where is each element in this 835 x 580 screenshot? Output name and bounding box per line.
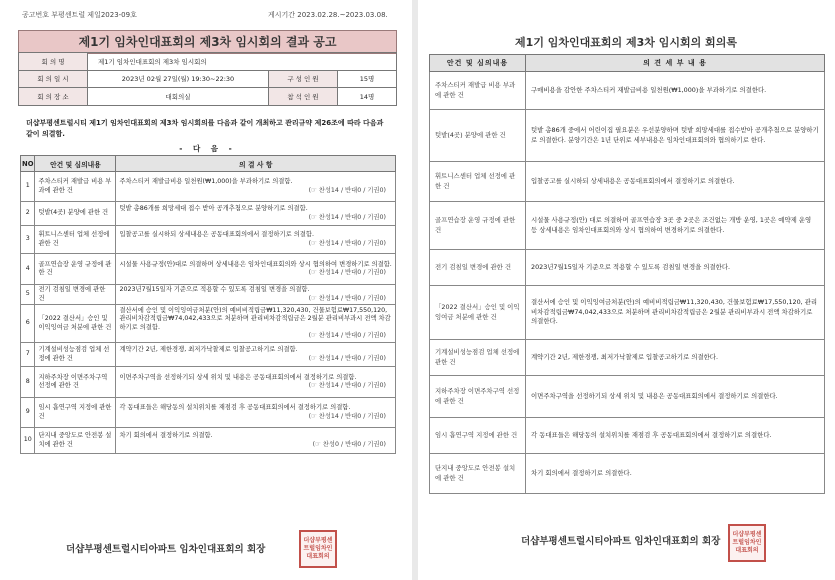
minutes-footer: 더샵부평센트럴시티아파트 임차인대표회의 회장 xyxy=(521,536,721,547)
vote-result: (☞ 찬성14 / 반대0 / 기권0) xyxy=(308,332,386,339)
agenda-item: 기계설비성능점검 업체 선정에 관한 건 xyxy=(35,343,116,367)
table-row xyxy=(21,428,396,454)
table-row xyxy=(21,172,396,202)
vote-result: (☞ 찬성14 / 반대0 / 기권0) xyxy=(308,186,386,194)
resolution-cell xyxy=(116,343,396,367)
detail-text: 2023년7월15일자 기준으로 적용할 수 있도록 검침일 변경을 의결한다. xyxy=(526,250,825,286)
col-no: NO xyxy=(21,156,35,172)
table-row xyxy=(21,254,396,285)
vote-result: (☞ 찬성0 / 반대0 / 기권0) xyxy=(312,440,386,448)
meeting-name-label: 회 의 명 xyxy=(19,53,88,71)
table-row xyxy=(430,72,825,110)
table-row xyxy=(21,343,396,367)
row-number: 8 xyxy=(21,367,35,398)
meeting-place-label: 회 의 장 소 xyxy=(19,88,88,106)
resolution-text: 주차스티커 재발급비용 일천원(₩1,000)을 부과하기로 의결함. xyxy=(119,178,293,185)
meeting-name: 제1기 임차인대표회의 제3차 임시회의 xyxy=(88,53,397,71)
resolution-cell xyxy=(116,254,396,285)
resolution-text: 시설물 사용규정(안)대로 의결하며 상세내용은 임차인대표회의와 상시 협의하여 변경하기로 의결함. xyxy=(119,260,392,268)
meeting-info-table xyxy=(18,52,397,106)
resolution-text: 2023년7월15일자 기준으로 적용할 수 있도록 검침일 변경을 의결함. xyxy=(119,286,310,293)
agenda-item: 전기 검침일 변경에 관한 건 xyxy=(35,285,116,305)
chairman-seal xyxy=(299,530,337,568)
notice-footer: 더샵부평센트럴시티아파트 임차인대표회의 회장 xyxy=(66,544,266,555)
resolution-text: 이면주차구역을 선정하기되 상세 위치 및 내용은 공동대표회의에서 결정하기로 의결함. xyxy=(119,373,357,381)
notice-page xyxy=(0,0,412,580)
agenda-item: 전기 검침일 변경에 관한 건 xyxy=(430,250,526,286)
row-number: 6 xyxy=(21,305,35,343)
detail-text: 계약기간 2년, 제한경쟁, 최저가낙찰제로 입찰공고하기로 의결한다. xyxy=(526,340,825,376)
row-number: 5 xyxy=(21,285,35,305)
agenda-item: 단지내 중앙도로 안전봉 설치에 관한 건 xyxy=(35,428,116,454)
posting-period: 게시기간 2023.02.28.~2023.03.08. xyxy=(268,11,388,19)
members-count: 15명 xyxy=(338,70,397,88)
table-row xyxy=(21,367,396,398)
table-row xyxy=(430,250,825,286)
vote-result: (☞ 찬성14 / 반대0 / 기권0) xyxy=(308,354,386,362)
table-row xyxy=(430,162,825,202)
minutes-page xyxy=(418,0,835,580)
resolution-cell xyxy=(116,398,396,428)
chairman-seal xyxy=(728,524,766,562)
detail-text: 텃밭 총86개 중에서 어린이집 필요분은 우선분양하며 텃밭 희망세대를 접수받아 공개추첨으로 분양하기로 의결한다. 분양기간은 1년 단위로 세부내용은 임차인대표회의와 협의하기로 한다. xyxy=(526,110,825,162)
agenda-item: 골프연습장 운영 규정에 관한 건 xyxy=(35,254,116,285)
agenda-item: 임시 흡연구역 지정에 관한 건 xyxy=(430,418,526,454)
table-row xyxy=(430,202,825,250)
agenda-item: 「2022 결산서」승인 및 이익잉여금 처분에 관한 건 xyxy=(430,286,526,340)
meeting-date: 2023년 02월 27일(월) 19:30~22:30 xyxy=(88,70,269,88)
vote-result: (☞ 찬성14 / 반대0 / 기권0) xyxy=(308,213,386,221)
resolution-text: 텃밭 총86개를 희망세대 접수 받아 공개추첨으로 분양하기로 의결함. xyxy=(119,205,308,212)
col-item: 안건 및 심의내용 xyxy=(35,156,116,172)
row-number: 2 xyxy=(21,202,35,226)
col-item: 안건 및 심의내용 xyxy=(430,55,526,72)
resolution-table xyxy=(20,155,396,454)
row-number: 1 xyxy=(21,172,35,202)
agenda-item: 골프연습장 운영 규정에 관한 건 xyxy=(430,202,526,250)
vote-result: (☞ 찬성14 / 반대0 / 기권0) xyxy=(308,239,386,247)
detail-text: 각 동대표들은 해당동의 설치위치를 재점검 후 공동대표회의에서 결정하기로 의결한다. xyxy=(526,418,825,454)
resolution-text: 계약기간 2년, 제한경쟁, 최저가낙찰제로 입찰공고하기로 의결함. xyxy=(119,346,298,353)
row-number: 7 xyxy=(21,343,35,367)
members-label: 구 성 인 원 xyxy=(269,70,338,88)
resolution-cell xyxy=(116,202,396,226)
detail-text: 시설물 사용규정(안) 대로 의결하며 골프연습장 3곳 중 2곳은 조건없는 개방 운영, 1곳은 예약제 운영 등 상세내용은 임차인대표회의와 상시 협의하여 변경하기로 의결한다. xyxy=(526,202,825,250)
agenda-item: 주차스티커 재발급 비용 부과에 관한 건 xyxy=(430,72,526,110)
agenda-item: 휘트니스센터 업체 선정에 관한 건 xyxy=(35,226,116,254)
agenda-item: 단지내 중앙도로 안전봉 설치에 관한 건 xyxy=(430,454,526,494)
vote-result: (☞ 찬성14 / 반대0 / 기권0) xyxy=(308,294,386,302)
row-number: 4 xyxy=(21,254,35,285)
agenda-item: 텃밭(4곳) 분양에 관한 건 xyxy=(430,110,526,162)
seal-text: 더샵부평센트럴임차인대표회의 xyxy=(303,537,333,560)
vote-result: (☞ 찬성14 / 반대0 / 기권0) xyxy=(308,412,386,420)
resolution-cell xyxy=(116,428,396,454)
row-number: 10 xyxy=(21,428,35,454)
detail-text: 구매비용을 감안한 주차스티커 재발급비용 일천원(₩1,000)을 부과하기로 의결한다. xyxy=(526,72,825,110)
agenda-item: 주차스티커 재발급 비용 부과에 관한 건 xyxy=(35,172,116,202)
agenda-item: 지하주차장 이면주차구역 선정에 관한 건 xyxy=(35,367,116,398)
detail-text: 이면주차구역을 선정하기되 상세 위치 및 내용은 공동대표회의에서 결정하기로 의결한다. xyxy=(526,376,825,418)
table-row xyxy=(21,226,396,254)
table-row xyxy=(430,340,825,376)
agenda-item: 휘트니스센터 업체 선정에 관한 건 xyxy=(430,162,526,202)
row-number: 9 xyxy=(21,398,35,428)
meeting-date-label: 회 의 일 시 xyxy=(19,70,88,88)
attendees-label: 참 석 인 원 xyxy=(269,88,338,106)
resolution-text: 각 동대표들은 해당동의 설치위치를 재점검 후 공동대표회의에서 결정하기로 의결함. xyxy=(119,404,351,411)
notice-number: 공고번호 부평센트럴 제일2023-09호 xyxy=(22,11,137,19)
da-eum-heading: - 다 음 - xyxy=(179,144,236,153)
resolution-cell xyxy=(116,226,396,254)
resolution-cell xyxy=(116,172,396,202)
table-row xyxy=(430,110,825,162)
notice-title: 제1기 임차인대표회의 제3차 임시회의 결과 공고 xyxy=(18,30,397,54)
table-row xyxy=(430,418,825,454)
detail-text: 입찰공고를 실시하되 상세내용은 공동대표회의에서 결정하기로 의결한다. xyxy=(526,162,825,202)
seal-text: 더샵부평센트럴임차인대표회의 xyxy=(732,531,762,554)
table-row xyxy=(430,454,825,494)
table-row xyxy=(21,305,396,343)
vote-result: (☞ 찬성14 / 반대0 / 기권0) xyxy=(308,382,386,389)
minutes-title: 제1기 임차인대표회의 제3차 임시회의 회의록 xyxy=(515,36,737,49)
col-detail: 의 견 세 부 내 용 xyxy=(526,55,825,72)
table-row xyxy=(430,286,825,340)
detail-text: 차기 회의에서 결정하기로 의결한다. xyxy=(526,454,825,494)
notice-intro: 더샵부평센트럴시티 제1기 임차인대표회의 제3차 임시회의를 다음과 같이 개최하고 관리규약 제26조에 따라 다음과 같이 의결함. xyxy=(26,119,384,138)
resolution-cell xyxy=(116,367,396,398)
table-row xyxy=(430,376,825,418)
meeting-place: 대회의실 xyxy=(88,88,269,106)
table-row xyxy=(21,285,396,305)
agenda-item: 임시 흡연구역 지정에 관한 건 xyxy=(35,398,116,428)
table-row xyxy=(21,202,396,226)
attendees-count: 14명 xyxy=(338,88,397,106)
col-result: 의 결 사 항 xyxy=(116,156,396,172)
resolution-text: 입찰공고를 실시하되 상세내용은 공동대표회의에서 결정하기로 의결함. xyxy=(119,231,314,238)
resolution-text: 차기 회의에서 결정하기로 의결함. xyxy=(119,432,213,439)
resolution-cell xyxy=(116,285,396,305)
resolution-text: 결산서에 승인 및 이익잉여금처분(안)의 예비비적립금₩11,320,430, 건물보험료₩17,550,120, 관리비차감적립금₩74,042,433으로 처분하며 관리비차감적립금은 2월분 관리비부과시 전액 차감하기로 의결함. xyxy=(119,306,391,331)
minutes-table xyxy=(429,54,825,494)
agenda-item: 지하주차장 이면주차구역 선정에 관한 건 xyxy=(430,376,526,418)
detail-text: 결산서에 승인 및 이익잉여금처분(안)의 예비비적립금₩11,320,430, 건물보험료₩17,550,120, 관리비차감적립금₩74,042,433으로 처분하며 관리비차감적립금은 2월분 관리비부과시 전액 차감하기로 의결한다. xyxy=(526,286,825,340)
resolution-cell xyxy=(116,305,396,343)
row-number: 3 xyxy=(21,226,35,254)
agenda-item: 「2022 결산서」승인 및 이익잉여금 처분에 관한 건 xyxy=(35,305,116,343)
table-row xyxy=(21,398,396,428)
vote-result: (☞ 찬성14 / 반대0 / 기권0) xyxy=(308,269,386,276)
agenda-item: 텃밭(4곳) 분양에 관한 건 xyxy=(35,202,116,226)
agenda-item: 기계설비성능점검 업체 선정에 관한 건 xyxy=(430,340,526,376)
